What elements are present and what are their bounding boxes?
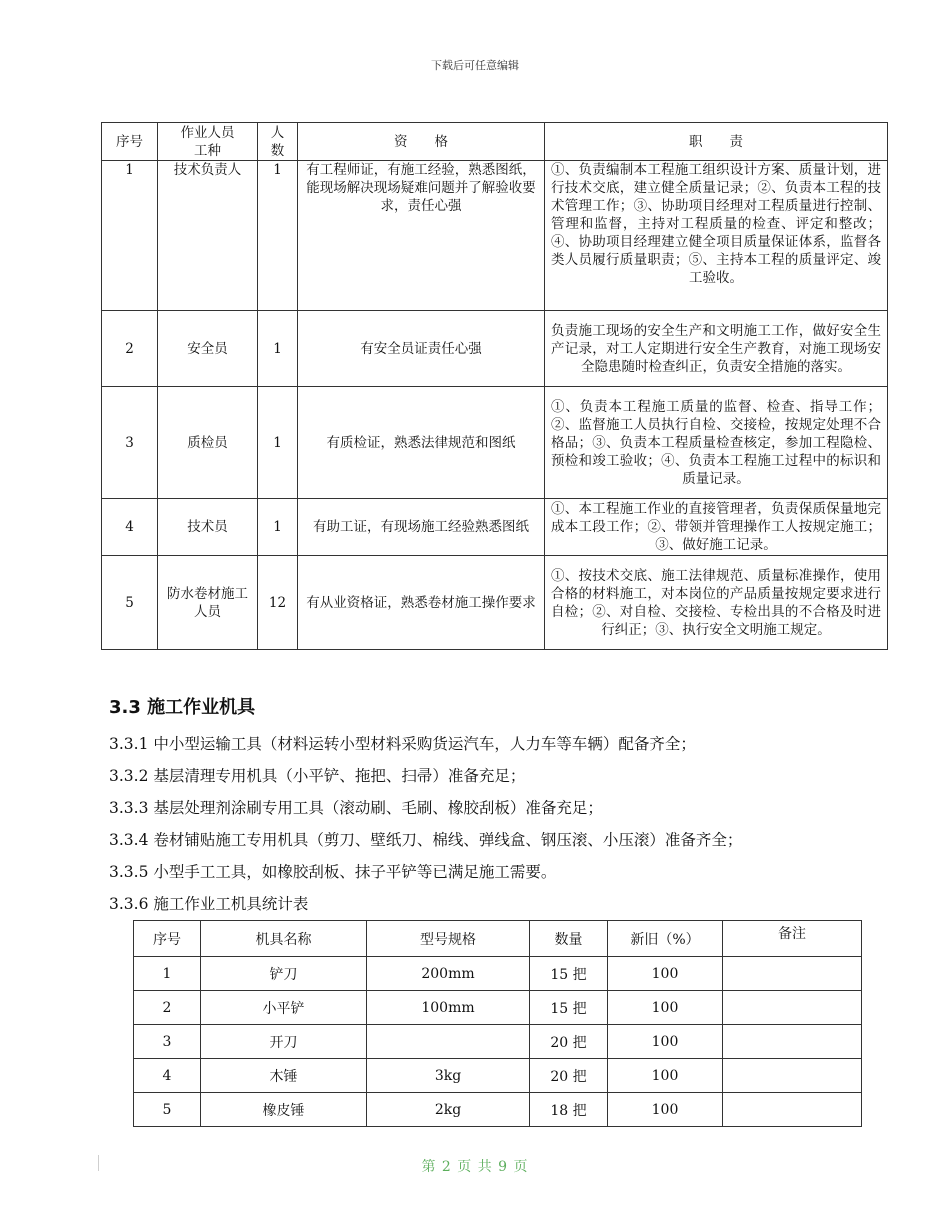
row-role: 质检员 — [158, 387, 258, 499]
tool-qty: 20 把 — [530, 1025, 608, 1059]
staff-table-header-row — [102, 123, 888, 161]
row-no: 2 — [102, 311, 158, 387]
table-row — [134, 1093, 862, 1127]
tools-header-spec: 型号规格 — [367, 921, 530, 957]
section-line: 3.3.4 卷材铺贴施工专用机具（剪刀、壁纸刀、棉线、弹线盒、钢压滚、小压滚）准备齐全； — [109, 831, 743, 849]
tools-statistics-table — [133, 920, 862, 1127]
tool-name: 开刀 — [201, 1025, 367, 1059]
row-role: 技术员 — [158, 499, 258, 556]
section-title: 3.3 施工作业机具 — [109, 697, 256, 718]
staff-responsibility-table — [101, 122, 888, 650]
row-duty: ①、负责编制本工程施工组织设计方案、质量计划，进行技术交底，建立健全质量记录；②、负责本工程的技术管理工作；③、协助项目经理对工程质量进行控制、管理和监督，主持对工程质量的检查、评定和整改；④、协助项目经理建立健全项目质量保证体系，监督各类人员履行质量职责；⑤、主持本工程的质量评定、竣工验收。 — [545, 161, 888, 311]
header-no: 序号 — [102, 123, 158, 161]
row-qualification: 有质检证，熟悉法律规范和图纸 — [298, 387, 545, 499]
row-no: 5 — [102, 556, 158, 650]
tool-qty: 15 把 — [530, 957, 608, 991]
row-no: 4 — [102, 499, 158, 556]
table-row — [102, 387, 888, 499]
row-duty: 负责施工现场的安全生产和文明施工工作，做好安全生产记录，对工人定期进行安全生产教育，对施工现场安全隐患随时检查纠正，负责安全措施的落实。 — [545, 311, 888, 387]
tool-no: 5 — [134, 1093, 201, 1127]
tools-header-qty: 数量 — [530, 921, 608, 957]
section-line: 3.3.2 基层清理专用机具（小平铲、拖把、扫帚）准备充足； — [109, 767, 526, 785]
row-count: 1 — [258, 161, 298, 311]
header-qualification: 资 格 — [298, 123, 545, 161]
table-row — [134, 1059, 862, 1093]
tool-condition: 100 — [608, 957, 723, 991]
tools-table-header-row — [134, 921, 862, 957]
table-row — [102, 161, 888, 311]
tools-header-no: 序号 — [134, 921, 201, 957]
tool-name: 橡皮锤 — [201, 1093, 367, 1127]
tool-no: 2 — [134, 991, 201, 1025]
header-count-line1: 人 — [270, 124, 285, 141]
tool-name: 小平铲 — [201, 991, 367, 1025]
table-row — [102, 556, 888, 650]
tool-qty: 15 把 — [530, 991, 608, 1025]
tool-spec: 200mm — [367, 957, 530, 991]
row-count: 1 — [258, 499, 298, 556]
row-role: 防水卷材施工人员 — [158, 556, 258, 650]
table-row — [102, 311, 888, 387]
tool-remark — [723, 1059, 862, 1093]
row-qualification: 有工程师证，有施工经验，熟悉图纸，能现场解决现场疑难问题并了解验收要求，责任心强 — [298, 161, 545, 311]
tool-remark — [723, 957, 862, 991]
tool-spec — [367, 1025, 530, 1059]
tool-name: 木锤 — [201, 1059, 367, 1093]
tool-condition: 100 — [608, 991, 723, 1025]
section-body — [109, 728, 909, 920]
row-qualification: 有从业资格证，熟悉卷材施工操作要求 — [298, 556, 545, 650]
tool-name: 铲刀 — [201, 957, 367, 991]
section-line: 3.3.3 基层处理剂涂刷专用工具（滚动刷、毛刷、橡胶刮板）准备充足； — [109, 799, 603, 817]
row-duty: ①、按技术交底、施工法律规范、质量标准操作，使用合格的材料施工，对本岗位的产品质量按规定要求进行自检；②、对自检、交接检、专检出具的不合格及时进行纠正；③、执行安全文明施工规定。 — [545, 556, 888, 650]
row-count: 1 — [258, 311, 298, 387]
tool-no: 4 — [134, 1059, 201, 1093]
section-line: 3.3.1 中小型运输工具（材料运转小型材料采购货运汽车，人力车等车辆）配备齐全； — [109, 735, 696, 753]
page-header-note: 下载后可任意编辑 — [431, 59, 519, 72]
tool-spec: 100mm — [367, 991, 530, 1025]
header-duty: 职 责 — [545, 123, 888, 161]
tool-no: 3 — [134, 1025, 201, 1059]
tool-remark — [723, 991, 862, 1025]
row-duty: ①、负责本工程施工质量的监督、检查、指导工作；②、监督施工人员执行自检、交接检，按规定处理不合格品；③、负责本工程质量检查核定，参加工程隐检、预检和竣工验收；④、负责本工程施工过程中的标识和质量记录。 — [545, 387, 888, 499]
row-role: 技术负责人 — [158, 161, 258, 311]
page-footer: 第 2 页 共 9 页 — [421, 1159, 529, 1175]
row-count: 12 — [258, 556, 298, 650]
header-role-line2: 工种 — [194, 142, 221, 159]
row-duty: ①、本工程施工作业的直接管理者，负责保质保量地完成本工段工作；②、带领并管理操作工人按规定施工；③、做好施工记录。 — [545, 499, 888, 556]
row-qualification: 有助工证，有现场施工经验熟悉图纸 — [298, 499, 545, 556]
tool-spec: 3kg — [367, 1059, 530, 1093]
header-role-line1: 作业人员 — [180, 124, 235, 141]
tools-header-condition: 新旧（%） — [608, 921, 723, 957]
tool-no: 1 — [134, 957, 201, 991]
row-no: 3 — [102, 387, 158, 499]
tool-condition: 100 — [608, 1093, 723, 1127]
header-count — [258, 123, 298, 161]
tool-remark — [723, 1025, 862, 1059]
section-line: 3.3.5 小型手工工具，如橡胶刮板、抹子平铲等已满足施工需要。 — [109, 863, 557, 881]
section-line: 3.3.6 施工作业工机具统计表 — [109, 895, 309, 913]
header-count-line2: 数 — [270, 142, 285, 159]
tool-condition: 100 — [608, 1025, 723, 1059]
table-row — [134, 957, 862, 991]
tools-header-remark: 备注 — [723, 921, 862, 957]
row-qualification: 有安全员证责任心强 — [298, 311, 545, 387]
tool-remark — [723, 1093, 862, 1127]
tool-spec: 2kg — [367, 1093, 530, 1127]
tool-condition: 100 — [608, 1059, 723, 1093]
row-role: 安全员 — [158, 311, 258, 387]
row-count: 1 — [258, 387, 298, 499]
header-role — [158, 123, 258, 161]
tool-qty: 20 把 — [530, 1059, 608, 1093]
tools-header-name: 机具名称 — [201, 921, 367, 957]
tool-qty: 18 把 — [530, 1093, 608, 1127]
table-row — [102, 499, 888, 556]
row-no: 1 — [102, 161, 158, 311]
table-row — [134, 991, 862, 1025]
table-row — [134, 1025, 862, 1059]
